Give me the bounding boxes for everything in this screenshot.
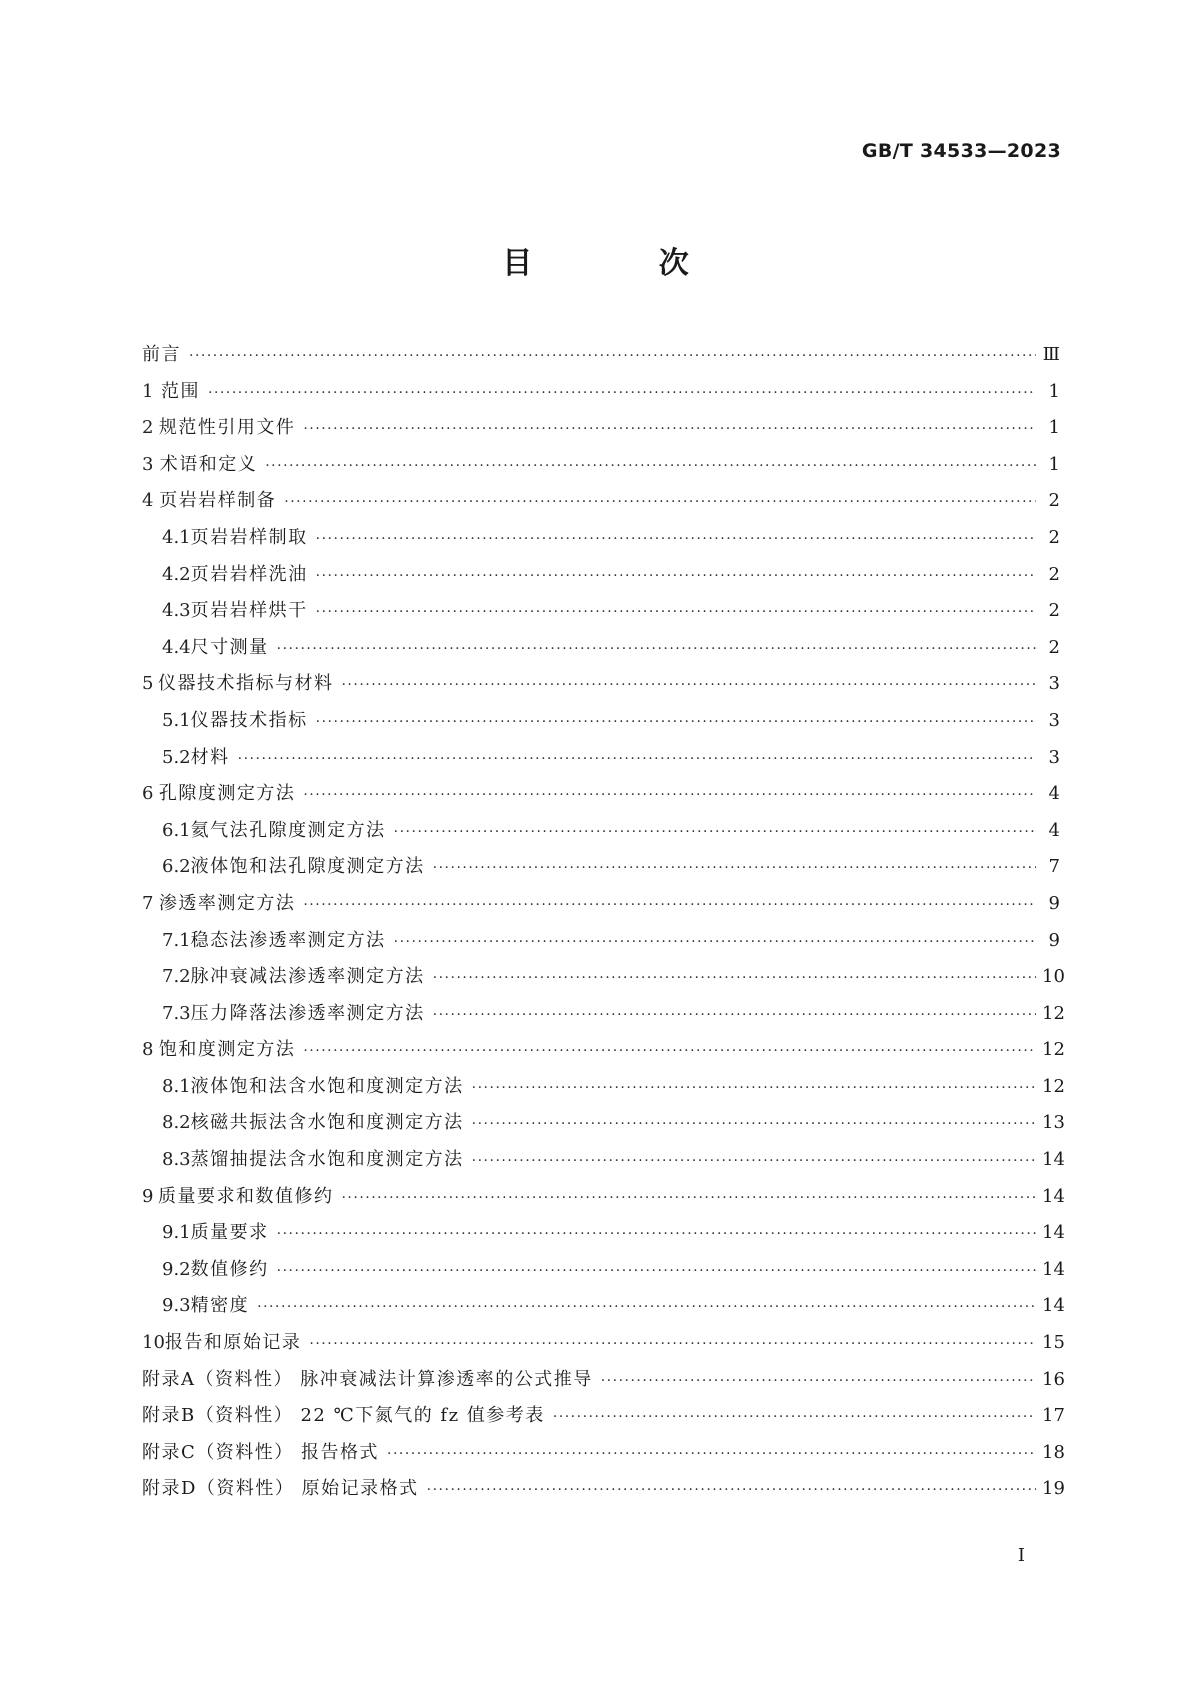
toc-entry-number: 7.3	[162, 1002, 191, 1024]
toc-entry-number: 8	[142, 1039, 154, 1061]
toc-entry-number: 4.1	[162, 526, 191, 548]
toc-entry[interactable]	[142, 743, 1060, 780]
page-folio: I	[1017, 1545, 1025, 1566]
standard-number: GB/T 34533—2023	[861, 140, 1061, 162]
toc-entry-page: 14	[1042, 1149, 1065, 1171]
toc-entry-number: 5	[142, 673, 154, 695]
dot-leader	[316, 604, 1036, 620]
dot-leader	[277, 641, 1036, 657]
toc-entry-label: 脉冲衰减法渗透率测定方法	[190, 966, 425, 988]
toc-entry-number: 8.3	[162, 1149, 191, 1171]
page-title: 目 次	[502, 246, 747, 281]
toc-entry-page: 2	[1048, 490, 1060, 512]
toc-entry[interactable]	[142, 1328, 1065, 1365]
toc-entry-page: 7	[1048, 856, 1060, 878]
toc-entry-label: 精密度	[190, 1295, 250, 1317]
toc-entry-page: 15	[1042, 1332, 1065, 1354]
toc-entry-label: 质量要求和数值修约	[157, 1185, 334, 1207]
toc-entry[interactable]	[142, 999, 1065, 1036]
toc-entry-label: 压力降落法渗透率测定方法	[190, 1002, 425, 1024]
toc-entry-label: 仪器技术指标	[190, 709, 308, 731]
toc-entry-label: 规范性引用文件	[158, 417, 296, 439]
dot-leader	[387, 1446, 1036, 1462]
toc-entry-label: 材料	[190, 746, 230, 768]
toc-entry-page: 12	[1042, 1039, 1065, 1061]
toc-entry-label: 附录C（资料性） 报告格式	[142, 1441, 379, 1463]
toc-entry[interactable]	[142, 962, 1065, 999]
toc-entry[interactable]	[142, 889, 1060, 926]
toc-entry-page: 14	[1042, 1295, 1065, 1317]
toc-entry[interactable]	[142, 413, 1060, 450]
dot-leader	[277, 1263, 1036, 1279]
dot-leader	[257, 1299, 1036, 1315]
toc-entry-page: 2	[1048, 563, 1060, 585]
toc-entry-number: 7.1	[162, 929, 191, 951]
toc-entry-page: 12	[1042, 1075, 1065, 1097]
toc-entry-page: 14	[1042, 1258, 1065, 1280]
toc-entry-number: 7.2	[162, 966, 191, 988]
toc-entry-page: 14	[1042, 1185, 1065, 1207]
dot-leader	[472, 1116, 1036, 1132]
dot-leader	[309, 1336, 1036, 1352]
toc-entry-number: 4	[142, 490, 154, 512]
toc-entry-page: 16	[1042, 1368, 1065, 1390]
toc-entry-number: 6	[142, 783, 154, 805]
toc-entry[interactable]	[142, 377, 1060, 414]
dot-leader	[208, 385, 1036, 401]
toc-entry[interactable]	[142, 1291, 1065, 1328]
dot-leader	[316, 714, 1036, 730]
toc-entry-number: 9.3	[162, 1295, 191, 1317]
dot-leader	[284, 494, 1036, 510]
toc-entry[interactable]	[142, 1365, 1065, 1402]
dot-leader	[472, 1080, 1036, 1096]
toc-entry-number: 5.2	[162, 746, 191, 768]
toc-entry-number: 2	[142, 417, 154, 439]
toc-entry[interactable]	[142, 523, 1060, 560]
toc-entry-label: 页岩岩样洗油	[190, 563, 308, 585]
toc-entry[interactable]	[142, 340, 1060, 377]
toc-entry-label: 孔隙度测定方法	[158, 783, 296, 805]
toc-entry-page: 17	[1042, 1405, 1065, 1427]
toc-entry-label: 质量要求	[190, 1222, 269, 1244]
toc-entry-page: 3	[1048, 673, 1060, 695]
toc-entry-label: 前言	[142, 344, 181, 365]
toc-entry[interactable]	[142, 560, 1060, 597]
toc-entry-page: 1	[1048, 380, 1060, 402]
toc-entry[interactable]	[142, 1035, 1065, 1072]
toc-entry-number: 8.2	[162, 1112, 191, 1134]
toc-entry[interactable]	[142, 852, 1060, 889]
toc-entry-page: 3	[1048, 709, 1060, 731]
toc-entry-label: 附录D（资料性） 原始记录格式	[142, 1478, 419, 1500]
toc-entry[interactable]	[142, 1474, 1065, 1511]
toc-entry-page: 2	[1048, 600, 1060, 622]
toc-entry-label: 数值修约	[190, 1258, 269, 1280]
dot-leader	[433, 1007, 1036, 1023]
toc-entry-page: 2	[1048, 636, 1060, 658]
dot-leader	[303, 1043, 1036, 1059]
toc-entry-number: 9.1	[162, 1222, 191, 1244]
toc-entry[interactable]	[142, 1401, 1065, 1438]
toc-entry-label: 术语和定义	[159, 453, 258, 475]
dot-leader	[316, 531, 1036, 547]
toc-entry-label: 范围	[161, 380, 201, 402]
toc-entry-number: 7	[142, 892, 154, 914]
toc-entry-label: 附录A（资料性） 脉冲衰减法计算渗透率的公式推导	[142, 1368, 593, 1390]
dot-leader	[303, 787, 1036, 803]
toc-entry-number: 9	[142, 1185, 154, 1207]
toc-entry-number: 5.1	[162, 709, 191, 731]
dot-leader	[189, 348, 1036, 364]
dot-leader	[472, 1153, 1036, 1169]
toc-entry-page: 1	[1048, 417, 1060, 439]
toc-entry[interactable]	[142, 816, 1060, 853]
toc-entry[interactable]	[142, 1108, 1065, 1145]
toc-entry-label: 报告和原始记录	[164, 1332, 302, 1354]
toc-entry-number: 9.2	[162, 1258, 191, 1280]
toc-entry-label: 饱和度测定方法	[158, 1039, 296, 1061]
toc-entry-label: 附录B（资料性） 22 ℃下氮气的 fz 值参考表	[142, 1405, 545, 1427]
toc-entry-page: 13	[1042, 1112, 1065, 1134]
toc-entry[interactable]	[142, 669, 1060, 706]
toc-entry-label: 仪器技术指标与材料	[157, 673, 334, 695]
dot-leader	[394, 824, 1036, 840]
toc-entry-number: 6.1	[162, 819, 191, 841]
toc-entry-page: 10	[1042, 966, 1065, 988]
toc-entry-number: 3	[142, 453, 154, 475]
toc-entry-label: 氦气法孔隙度测定方法	[190, 819, 386, 841]
toc-entry[interactable]	[142, 926, 1060, 963]
toc-entry-label: 液体饱和法含水饱和度测定方法	[190, 1075, 464, 1097]
toc-entry[interactable]	[142, 486, 1060, 523]
toc-entry[interactable]	[142, 1438, 1065, 1475]
toc-entry[interactable]	[142, 706, 1060, 743]
toc-entry-page: 1	[1048, 453, 1060, 475]
toc-entry-number: 8.1	[162, 1075, 191, 1097]
dot-leader	[553, 1409, 1036, 1425]
toc-entry-page: 4	[1048, 783, 1060, 805]
dot-leader	[316, 568, 1036, 584]
toc-entry[interactable]	[142, 1072, 1065, 1109]
toc-entry-page: 9	[1048, 892, 1060, 914]
toc-entry-label: 核磁共振法含水饱和度测定方法	[190, 1112, 464, 1134]
toc-entry[interactable]	[142, 1218, 1065, 1255]
dot-leader	[303, 421, 1036, 437]
toc-entry-page: Ⅲ	[1042, 344, 1060, 365]
dot-leader	[265, 458, 1036, 474]
toc-entry-label: 蒸馏抽提法含水饱和度测定方法	[190, 1149, 464, 1171]
toc-entry-label: 渗透率测定方法	[158, 892, 296, 914]
toc-entry-label: 稳态法渗透率测定方法	[190, 929, 386, 951]
toc-entry-number: 4.2	[162, 563, 191, 585]
toc-entry[interactable]	[142, 450, 1060, 487]
table-of-contents	[142, 340, 1065, 1511]
dot-leader	[394, 934, 1036, 950]
dot-leader	[303, 897, 1036, 913]
dot-leader	[341, 677, 1036, 693]
toc-entry-number: 6.2	[162, 856, 191, 878]
toc-entry-label: 尺寸测量	[190, 636, 269, 658]
toc-entry-label: 页岩岩样制备	[159, 490, 277, 512]
toc-entry-number: 1	[142, 380, 154, 402]
toc-entry[interactable]	[142, 633, 1060, 670]
toc-entry[interactable]	[142, 1182, 1065, 1219]
dot-leader	[433, 860, 1036, 876]
toc-entry[interactable]	[142, 596, 1060, 633]
dot-leader	[277, 1226, 1036, 1242]
dot-leader	[238, 751, 1036, 767]
toc-entry-page: 18	[1042, 1441, 1065, 1463]
toc-entry-number: 10	[142, 1332, 165, 1354]
toc-entry-label: 页岩岩样烘干	[190, 600, 308, 622]
toc-entry-page: 9	[1048, 929, 1060, 951]
toc-entry-page: 14	[1042, 1222, 1065, 1244]
dot-leader	[427, 1482, 1036, 1498]
toc-entry[interactable]	[142, 1145, 1065, 1182]
toc-entry-page: 12	[1042, 1002, 1065, 1024]
toc-entry[interactable]	[142, 1255, 1065, 1292]
toc-entry-label: 液体饱和法孔隙度测定方法	[190, 856, 425, 878]
toc-entry-page: 3	[1048, 746, 1060, 768]
toc-entry-number: 4.3	[162, 600, 191, 622]
dot-leader	[341, 1190, 1036, 1206]
toc-entry-label: 页岩岩样制取	[190, 526, 308, 548]
toc-entry-number: 4.4	[162, 636, 191, 658]
dot-leader	[433, 970, 1036, 986]
toc-entry-page: 2	[1048, 526, 1060, 548]
toc-entry-page: 19	[1042, 1478, 1065, 1500]
toc-entry-page: 4	[1048, 819, 1060, 841]
toc-entry[interactable]	[142, 779, 1060, 816]
dot-leader	[601, 1373, 1036, 1389]
